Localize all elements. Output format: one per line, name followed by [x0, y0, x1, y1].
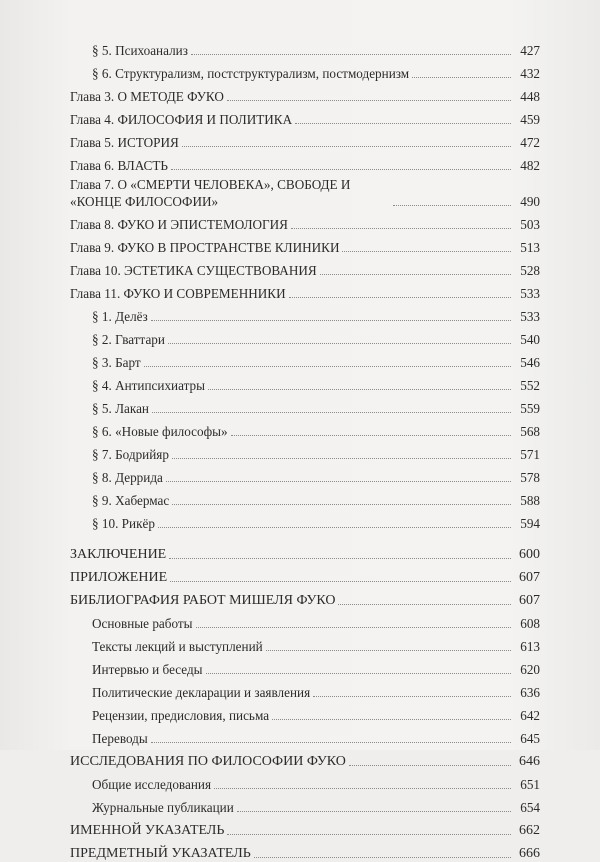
- toc-entry-label: § 8. Деррида: [92, 470, 163, 485]
- spacer: [70, 532, 540, 540]
- leader-dots: [291, 227, 511, 229]
- toc-entry-label: § 6. «Новые философы»: [92, 424, 228, 439]
- toc-entry-page: 654: [520, 800, 540, 815]
- toc-entry: [70, 279, 540, 302]
- toc-entry-label: Глава 9. ФУКО В ПРОСТРАНСТВЕ КЛИНИКИ: [70, 240, 340, 255]
- toc-entry-page: 645: [520, 731, 540, 746]
- toc-entry-label: § 5. Психоанализ: [92, 43, 188, 58]
- toc-entry-label: § 9. Хабермас: [92, 493, 170, 508]
- leader-dots: [342, 250, 511, 252]
- toc-entry: [70, 563, 540, 586]
- toc-entry: [70, 82, 540, 105]
- leader-dots: [320, 273, 511, 275]
- leader-dots: [172, 503, 511, 505]
- toc-entry: [70, 36, 540, 59]
- toc-entry: [70, 440, 540, 463]
- toc-entry-label: Основные работы: [92, 616, 193, 631]
- toc-entry: [70, 816, 540, 839]
- leader-dots: [266, 649, 511, 651]
- toc-entry-label: Рецензии, предисловия, письма: [92, 708, 270, 723]
- toc-entry-page: 552: [520, 378, 540, 393]
- toc-entry-page: 642: [520, 708, 540, 723]
- toc-entry-page: 608: [520, 616, 540, 631]
- toc-entry-label: ИМЕННОЙ УКАЗАТЕЛЬ: [70, 823, 225, 838]
- leader-dots: [289, 296, 511, 298]
- toc-entry: [70, 174, 540, 210]
- toc-entry-label: ПРИЛОЖЕНИЕ: [70, 570, 168, 585]
- leader-dots: [166, 480, 511, 482]
- toc-entry-label: § 2. Гваттари: [92, 332, 165, 347]
- toc-entry-label: БИБЛИОГРАФИЯ РАБОТ МИШЕЛЯ ФУКО: [70, 593, 336, 608]
- toc-entry: [70, 210, 540, 233]
- leader-dots: [206, 672, 511, 674]
- toc-entry-page: 613: [520, 639, 540, 654]
- toc-entry: [70, 371, 540, 394]
- toc-entry-label: Глава 11. ФУКО И СОВРЕМЕННИКИ: [70, 286, 286, 301]
- toc-entry-label: Глава 7. О «СМЕРТИ ЧЕЛОВЕКА», СВОБОДЕ И «КОНЦЕ ФИЛОСОФИИ»: [70, 177, 351, 209]
- toc-entry-label: Глава 4. ФИЛОСОФИЯ И ПОЛИТИКА: [70, 112, 293, 127]
- toc-entry: [70, 128, 540, 151]
- toc-entry-label: § 10. Рикёр: [92, 516, 155, 531]
- toc-entry-page: 588: [520, 493, 540, 508]
- toc-entry-label: Тексты лекций и выступлений: [92, 639, 263, 654]
- leader-dots: [237, 810, 511, 812]
- toc-entry-label: ЗАКЛЮЧЕНИЕ: [70, 547, 167, 562]
- toc-entry: [70, 302, 540, 325]
- leader-dots: [144, 365, 511, 367]
- toc-entry-page: 662: [519, 823, 540, 838]
- toc-entry: [70, 632, 540, 655]
- leader-dots: [182, 145, 511, 147]
- leader-dots: [151, 741, 511, 743]
- leader-dots: [295, 122, 511, 124]
- toc-entry-page: 578: [520, 470, 540, 485]
- toc-entry-label: Журнальные публикации: [92, 800, 234, 815]
- toc-entry-page: 490: [520, 194, 540, 209]
- leader-dots: [151, 319, 511, 321]
- leader-dots: [152, 411, 511, 413]
- toc-entry-label: § 4. Антипсихиатры: [92, 378, 205, 393]
- toc-entry: [70, 609, 540, 632]
- toc-entry-page: 533: [520, 309, 540, 324]
- toc-entry-page: 651: [520, 777, 540, 792]
- leader-dots: [168, 342, 511, 344]
- leader-dots: [231, 434, 511, 436]
- leader-dots: [393, 204, 511, 206]
- toc-entry-page: 594: [520, 516, 540, 531]
- toc-entry: [70, 839, 540, 862]
- toc-entry-page: 620: [520, 662, 540, 677]
- toc-entry-label: Глава 6. ВЛАСТЬ: [70, 158, 168, 173]
- leader-dots: [338, 603, 511, 605]
- toc-entry-page: 472: [520, 135, 540, 150]
- toc-entry-page: 533: [520, 286, 540, 301]
- toc-entry-label: § 7. Бодрийяр: [92, 447, 169, 462]
- toc-entry-label: Политические декларации и заявления: [92, 685, 311, 700]
- toc-entry: [70, 655, 540, 678]
- toc-entry-label: Глава 10. ЭСТЕТИКА СУЩЕСТВОВАНИЯ: [70, 263, 317, 278]
- leader-dots: [349, 764, 511, 766]
- toc-entry: [70, 394, 540, 417]
- leader-dots: [227, 99, 511, 101]
- toc-entry: [70, 105, 540, 128]
- toc-entry-page: 482: [520, 158, 540, 173]
- leader-dots: [169, 557, 511, 559]
- toc-entry: [70, 747, 540, 770]
- toc-entry: [70, 59, 540, 82]
- toc-entry: [70, 678, 540, 701]
- leader-dots: [191, 53, 511, 55]
- table-of-contents: [70, 36, 540, 862]
- leader-dots: [214, 787, 511, 789]
- toc-entry-page: 540: [520, 332, 540, 347]
- leader-dots: [313, 695, 511, 697]
- leader-dots: [254, 856, 511, 858]
- leader-dots: [227, 833, 511, 835]
- toc-entry: [70, 701, 540, 724]
- toc-entry: [70, 463, 540, 486]
- toc-entry-page: 432: [520, 66, 540, 81]
- toc-entry-page: 528: [520, 263, 540, 278]
- toc-entry-label: Глава 5. ИСТОРИЯ: [70, 135, 179, 150]
- toc-entry: [70, 724, 540, 747]
- toc-entry-page: 568: [520, 424, 540, 439]
- toc-entry: [70, 586, 540, 609]
- toc-entry-label: Глава 8. ФУКО И ЭПИСТЕМОЛОГИЯ: [70, 217, 288, 232]
- toc-entry: [70, 793, 540, 816]
- toc-entry-label: ИССЛЕДОВАНИЯ ПО ФИЛОСОФИИ ФУКО: [70, 754, 346, 769]
- toc-entry-label: § 3. Барт: [92, 355, 141, 370]
- toc-entry-page: 666: [519, 846, 540, 861]
- toc-entry-page: 646: [519, 754, 540, 769]
- toc-entry-page: 600: [519, 547, 540, 562]
- toc-entry-page: 448: [520, 89, 540, 104]
- toc-entry-label: § 1. Делёз: [92, 309, 148, 324]
- toc-entry: [70, 256, 540, 279]
- toc-entry-label: ПРЕДМЕТНЫЙ УКАЗАТЕЛЬ: [70, 846, 251, 861]
- toc-entry-label: Переводы: [92, 731, 148, 746]
- toc-entry: [70, 486, 540, 509]
- toc-entry: [70, 233, 540, 256]
- toc-entry: [70, 325, 540, 348]
- toc-entry: [70, 151, 540, 174]
- leader-dots: [171, 168, 511, 170]
- toc-entry-label: Интервью и беседы: [92, 662, 203, 677]
- leader-dots: [412, 76, 511, 78]
- toc-entry-label: § 5. Лакан: [92, 401, 149, 416]
- leader-dots: [172, 457, 511, 459]
- leader-dots: [170, 580, 511, 582]
- leader-dots: [272, 718, 511, 720]
- toc-entry-page: 459: [520, 112, 540, 127]
- toc-entry: [70, 417, 540, 440]
- toc-entry-page: 571: [520, 447, 540, 462]
- leader-dots: [196, 626, 511, 628]
- toc-entry-page: 607: [519, 570, 540, 585]
- toc-entry-page: 546: [520, 355, 540, 370]
- toc-entry: [70, 540, 540, 563]
- toc-entry: [70, 348, 540, 371]
- toc-entry: [70, 770, 540, 793]
- toc-entry: [70, 509, 540, 532]
- toc-entry-label: Глава 3. О МЕТОДЕ ФУКО: [70, 89, 224, 104]
- toc-entry-page: 559: [520, 401, 540, 416]
- leader-dots: [158, 526, 511, 528]
- toc-entry-page: 636: [520, 685, 540, 700]
- toc-entry-label: Общие исследования: [92, 777, 212, 792]
- toc-entry-page: 513: [520, 240, 540, 255]
- toc-entry-page: 427: [520, 43, 540, 58]
- toc-entry-label: § 6. Структурализм, постструктурализм, постмодернизм: [92, 66, 410, 81]
- toc-entry-page: 607: [519, 593, 540, 608]
- leader-dots: [208, 388, 511, 390]
- toc-entry-page: 503: [520, 217, 540, 232]
